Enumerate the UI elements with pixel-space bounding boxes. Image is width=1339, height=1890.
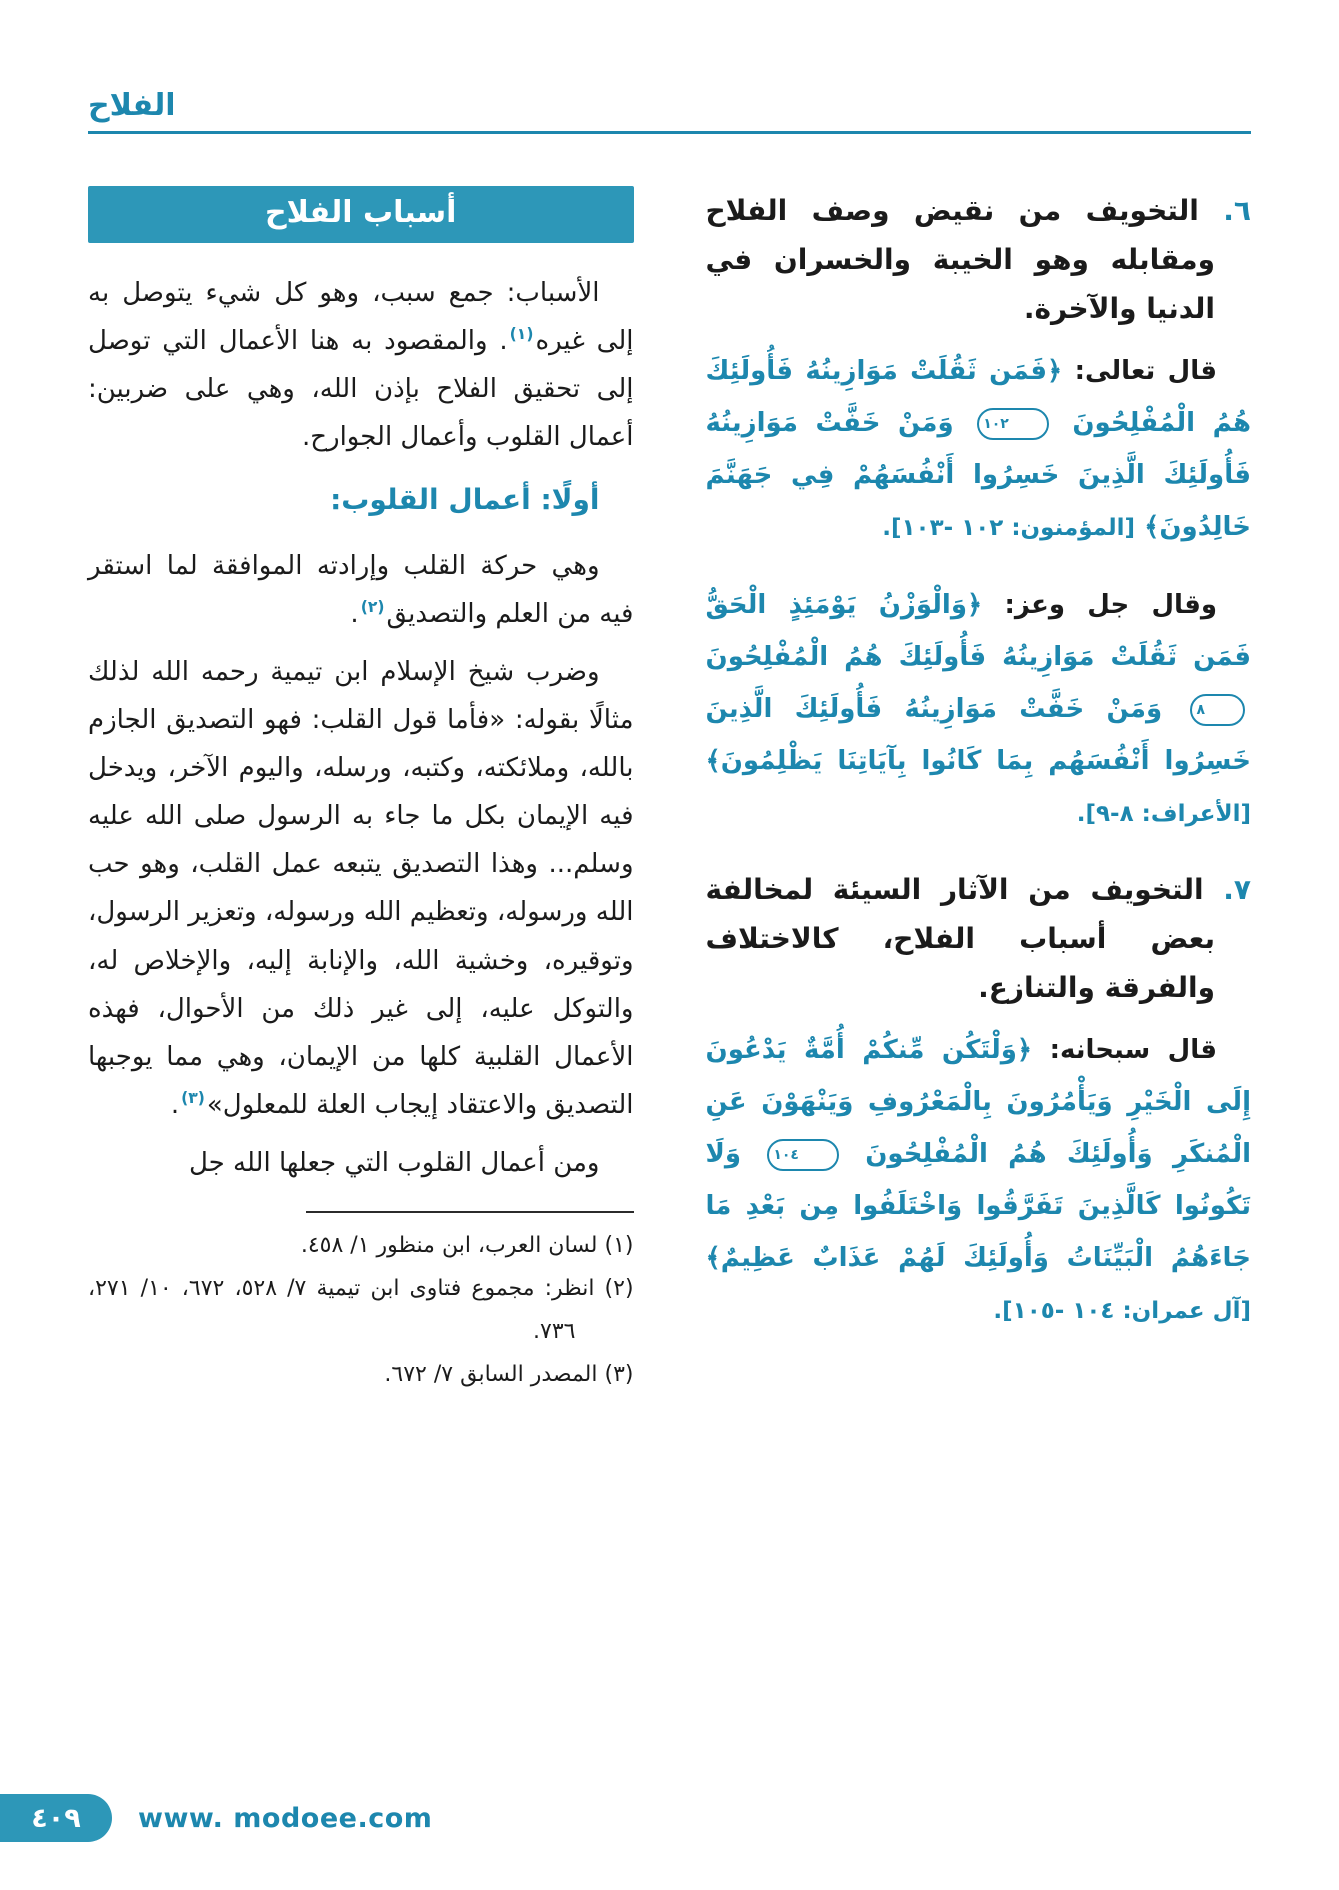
footnotes-divider <box>306 1211 633 1213</box>
footnote-marker-1: (١) <box>509 325 534 344</box>
page-number-pill <box>0 1794 112 1842</box>
paragraph-ibn-taymiyyah-quote <box>88 648 634 1129</box>
verse-text: ﴿وَلْتَكُن مِّنكُمْ أُمَّةٌ يَدْعُونَ إِلَى الْخَيْرِ وَيَأْمُرُونَ بِالْمَعْرُوفِ وَيَنْهَوْنَ عَنِ الْمُنكَرِ وَأُولَئِكَ هُمُ الْمُفْلِحُونَ <box>705 1035 1251 1169</box>
paragraph-continuation: ومن أعمال القلوب التي جعلها الله جل <box>188 1147 600 1178</box>
item-7-heading <box>706 865 1252 1012</box>
quran-quote-araf <box>706 579 1252 839</box>
two-column-layout <box>88 186 1251 1397</box>
paragraph-text: الأسباب: جمع سبب، وهو كل شيء يتوصل به إلى غيره <box>88 278 634 357</box>
verse-reference: [آل عمران: ١٠٤ -١٠٥]. <box>993 1298 1251 1324</box>
item-6-number: ٦. <box>1198 194 1252 227</box>
item-7-number: ٧. <box>1203 873 1251 906</box>
quran-quote-al-imran <box>706 1024 1252 1336</box>
quote-intro: قال سبحانه: <box>1032 1035 1217 1065</box>
footnote-1: (١) لسان العرب، ابن منظور ١/ ٤٥٨. <box>300 1232 634 1258</box>
verse-text: وَمَنْ خَفَّتْ مَوَازِينُهُ فَأُولَئِكَ الَّذِينَ خَسِرُوا أَنْفُسَهُمْ فِي جَهَنَّمَ خَالِدُونَ﴾ <box>705 408 1251 542</box>
footnote-3: (٣) المصدر السابق ٧/ ٦٧٢. <box>384 1361 634 1387</box>
footnotes-block <box>88 1225 634 1397</box>
item-6-heading <box>706 186 1252 333</box>
footnote-marker-3: (٣) <box>181 1089 205 1108</box>
paragraph-text: . <box>350 598 359 629</box>
footnote-marker-2: (٢) <box>360 598 385 617</box>
footnote-2: (٢) انظر: مجموع فتاوى ابن تيمية ٧/ ٥٢٨، ٦٧٢، ١٠/ ٢٧١، ٧٣٦. <box>88 1275 634 1344</box>
page-footer <box>0 1794 432 1842</box>
header-rule <box>88 131 1251 134</box>
verse-text: وَلَا تَكُونُوا كَالَّذِينَ تَفَرَّقُوا وَاخْتَلَفُوا مِن بَعْدِ مَا جَاءَهُمُ الْبَيِّنَاتُ وَأُولَئِكَ لَهُمْ عَذَابٌ عَظِيمٌ﴾ <box>705 1139 1251 1273</box>
ayah-number-badge: ١٠٢ <box>977 408 1049 440</box>
section-title-box <box>88 186 634 243</box>
page-number: ٤٠٩ <box>31 1802 81 1834</box>
paragraph-text: . والمقصود به هنا الأعمال التي توصل إلى تحقيق الفلاح بإذن الله، وهي على ضربين: أعمال القلوب وأعمال الجوارح. <box>88 326 634 453</box>
quote-intro: قال تعالى: <box>1062 356 1217 386</box>
verse-text: ﴿وَالْوَزْنُ يَوْمَئِذٍ الْحَقُّ فَمَن ثَقُلَتْ مَوَازِينُهُ فَأُولَئِكَ هُمُ الْمُفْلِحُونَ <box>705 590 1251 672</box>
paragraph-text: . <box>170 1089 180 1120</box>
verse-text: وَمَنْ خَفَّتْ مَوَازِينُهُ فَأُولَئِكَ الَّذِينَ خَسِرُوا أَنْفُسَهُم بِمَا كَانُوا بِآيَاتِنَا يَظْلِمُونَ﴾ <box>705 694 1251 776</box>
paragraph-text: وهي حركة القلب وإرادته الموافقة لما استقر فيه من العلم والتصديق <box>88 550 634 629</box>
paragraph-heart-motion <box>88 542 634 638</box>
paragraph-asbab-definition <box>88 269 634 461</box>
verse-reference: [الأعراف: ٨-٩]. <box>1076 801 1251 827</box>
ayah-number-badge: ١٠٤ <box>767 1139 839 1171</box>
verse-reference: [المؤمنون: ١٠٢ -١٠٣]. <box>882 515 1136 541</box>
item-7-heading-text: التخويف من الآثار السيئة لمخالفة بعض أسباب الفلاح، كالاختلاف والفرقة والتنازع. <box>705 873 1215 1004</box>
quran-quote-muminun <box>706 345 1252 553</box>
left-column <box>88 186 634 1397</box>
right-column <box>706 186 1252 1362</box>
website-url: www. modoee.com <box>138 1802 433 1834</box>
item-6-heading-text: التخويف من نقيض وصف الفلاح ومقابله وهو الخيبة والخسران في الدنيا والآخرة. <box>705 194 1215 325</box>
section-title: أسباب الفلاح <box>265 195 457 230</box>
quote-intro: وقال جل وعز: <box>982 590 1218 620</box>
verse-text: ﴿فَمَن ثَقُلَتْ مَوَازِينُهُ فَأُولَئِكَ هُمُ الْمُفْلِحُونَ <box>705 356 1251 438</box>
subheading-amal-alquloob: أولًا: أعمال القلوب: <box>330 483 600 517</box>
ayah-number-badge: ٨ <box>1190 694 1245 726</box>
running-head-title: الفلاح <box>88 88 176 123</box>
paragraph-text: وضرب شيخ الإسلام ابن تيمية رحمه الله لذلك مثالًا بقوله: «فأما قول القلب: فهو التصديق الجازم بالله، وملائكته، وكتبه، ورسله، واليوم الآخر، ويدخل فيه الإيمان بكل ما جاء به الرسول صلى الله عليه وسلم... وهذا التصديق يتبعه عمل القلب، وهو حب الله ورسوله، وتعظيم الله ورسوله، وتعزير الرسول، وتوقيره، وخشية الله، والإنابة إليه، والإخلاص له، والتوكل عليه، إلى غير ذلك من الأحوال، فهذه الأعمال القلبية كلها من الإيمان، وهي مما يوجبها التصديق والاعتقاد إيجاب العلة للمعلول» <box>88 656 634 1120</box>
page-header <box>88 88 1251 134</box>
